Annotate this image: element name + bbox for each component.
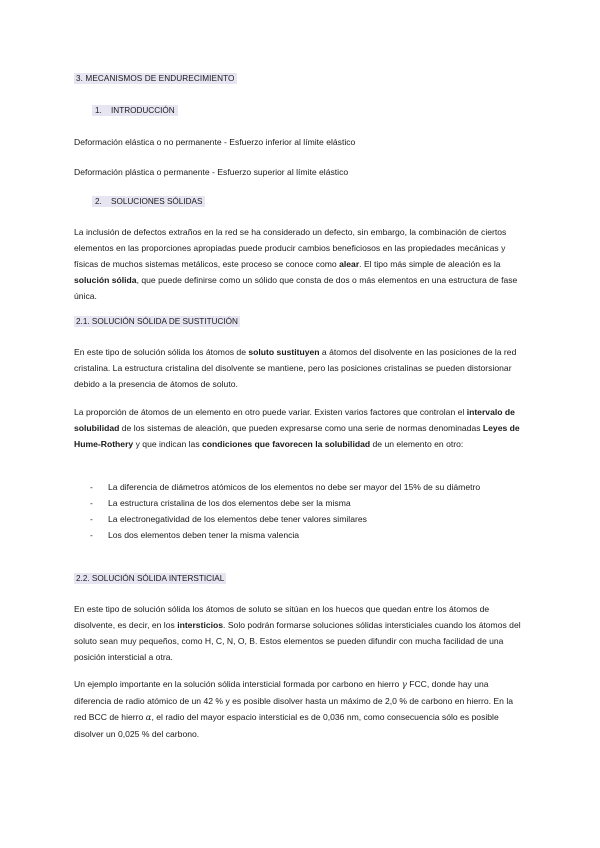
gamma-symbol: γ bbox=[401, 680, 407, 690]
term-intersticios: intersticios bbox=[177, 620, 224, 630]
paragraph-intersticial-1: En este tipo de solución sólida los átomos de soluto se sitúan en los huecos que quedan entre los átomos de disolvente, es decir, en los intersticios. Solo podrán formarse soluciones sólidas intersticiales cuando los átomos del soluto sean muy pequeños, como H, C, N, O, B. Estos elementos se pueden difundir con mucha facilidad de una posición intersticial a otra. bbox=[74, 604, 521, 662]
section-2-1-title: 2.1. SOLUCIÓN SÓLIDA DE SUSTITUCIÓN bbox=[76, 317, 238, 326]
paragraph-intersticial-2: Un ejemplo importante en la solución sólida intersticial formada por carbono en hierro γ FCC, donde hay una diferencia de radio atómico de un 42 % y es posible disolver hasta un máximo de 2,0 % de carbono en hierro. En la red BCC de hierro α, el radio del mayor espacio intersticial es de 0,036 nm, como consecuencia sólo es posible disolver un 0,025 % del carbono. bbox=[74, 679, 514, 739]
section-heading bbox=[74, 71, 526, 87]
term-alear: alear bbox=[339, 259, 360, 269]
subheading-soluciones-solidas bbox=[92, 194, 205, 210]
paragraph-sustitucion-1: En este tipo de solución sólida los átomos de soluto sustituyen a átomos del disolvente en las posiciones de la red cristalina. La estructura cristalina del disolvente se mantiene, pero las posiciones cristalinas se pueden distorsionar debido a la presencia de átomos de soluto. bbox=[74, 347, 517, 389]
paragraph-sustitucion-2: La proporción de átomos de un elemento en otro puede variar. Existen varios factores que controlan el intervalo de solubilidad de los sistemas de aleación, que pueden expresarse como una serie de normas denominadas Leyes de Hume-Rothery y que indican las condiciones que favorecen la solubilidad de un elemento en otro: bbox=[74, 407, 520, 449]
term-solucion-solida: solución sólida bbox=[74, 275, 137, 285]
section-2-2-heading bbox=[74, 571, 526, 587]
paragraph-deformacion-elastica: Deformación elástica o no permanente - Esfuerzo inferior al límite elástico bbox=[74, 137, 356, 147]
term-soluto-sustituyen: soluto sustituyen bbox=[248, 347, 320, 357]
term-condiciones-solubilidad: condiciones que favorecen la solubilidad bbox=[202, 439, 371, 449]
list-item: - Los dos elementos deben tener la misma valencia bbox=[90, 527, 510, 543]
section-2-2-title: 2.2. SOLUCIÓN SÓLIDA INTERSTICIAL bbox=[76, 574, 225, 583]
list-item: - La diferencia de diámetros atómicos de los elementos no debe ser mayor del 15% de su diámetro bbox=[90, 479, 510, 495]
alpha-symbol: α bbox=[145, 713, 152, 723]
paragraph-deformacion-plastica: Deformación plástica o permanente - Esfuerzo superior al límite elástico bbox=[74, 167, 349, 177]
list-item: - La electronegatividad de los elementos debe tener valores similares bbox=[90, 511, 510, 527]
section-title: 3. MECANISMOS DE ENDURECIMIENTO bbox=[76, 74, 235, 83]
subheading-label: INTRODUCCIÓN bbox=[111, 106, 175, 115]
section-2-1-heading bbox=[74, 314, 526, 330]
paragraph-intro-soluciones: La inclusión de defectos extraños en la red se ha considerado un defecto, sin embargo, la combinación de ciertos elementos en las proporciones apropiadas puede producir cambios beneficiosos en las propiedades mecánicas y físicas de muchos sistemas metálicos, este proceso se conoce como alear. El tipo más simple de aleación es la solución sólida, que puede definirse como un sólido que consta de dos o más elementos en una estructura de fase única. bbox=[74, 227, 518, 301]
subheading-number: 2. bbox=[95, 197, 102, 206]
subheading-number: 1. bbox=[95, 106, 102, 115]
list-item: - La estructura cristalina de los dos elementos debe ser la misma bbox=[90, 495, 510, 511]
hume-rothery-list bbox=[90, 479, 510, 543]
term-hume-rothery: Leyes de Hume-Rothery bbox=[74, 423, 520, 449]
subheading-introduccion bbox=[92, 103, 178, 119]
subheading-label: SOLUCIONES SÓLIDAS bbox=[111, 197, 203, 206]
term-intervalo-solubilidad: intervalo de solubilidad bbox=[74, 407, 515, 433]
